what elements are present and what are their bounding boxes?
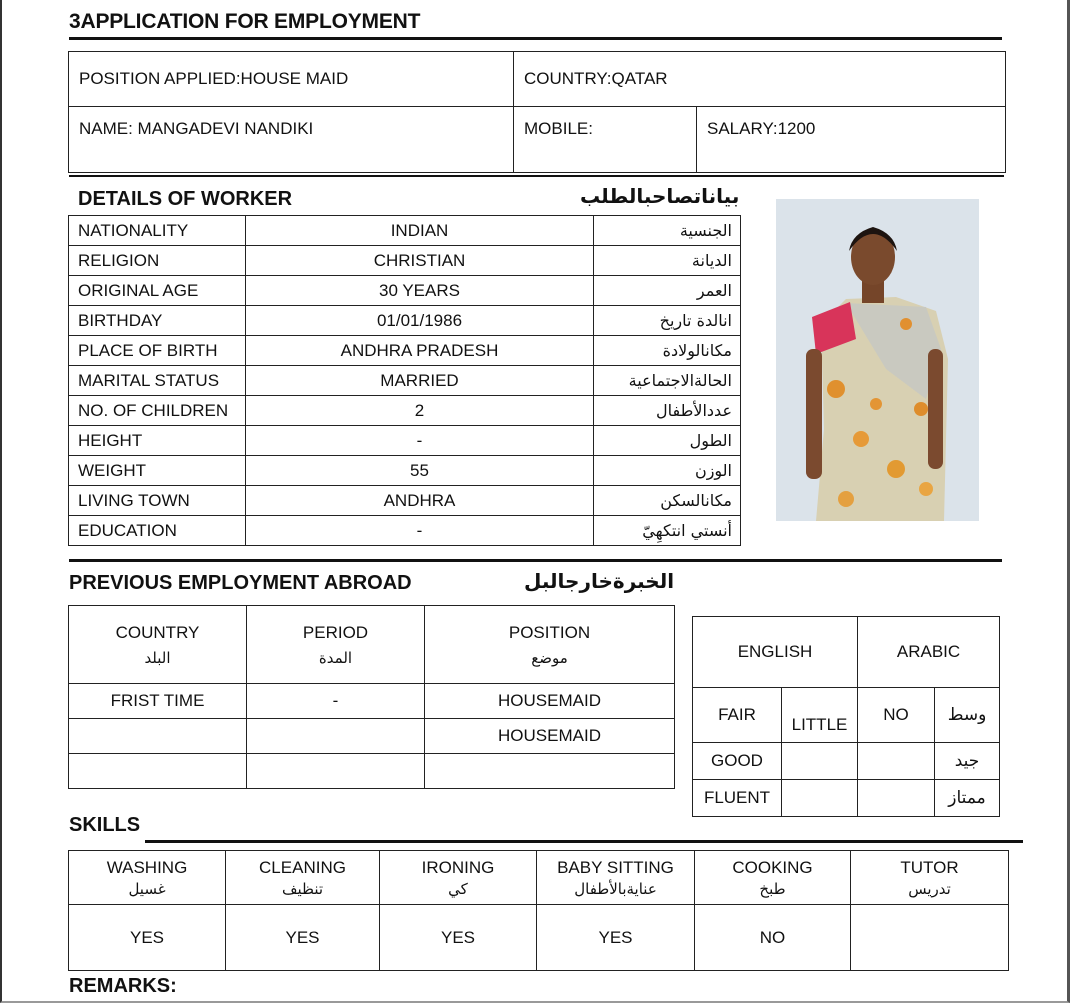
- detail-label-ar: انالدة تاريخ: [594, 306, 741, 336]
- lang-good: GOOD: [693, 743, 782, 780]
- detail-value: 55: [246, 456, 594, 486]
- remarks-label: REMARKS:: [69, 975, 177, 997]
- skill-header: COOKING طبخ: [695, 851, 851, 905]
- detail-value: 2: [246, 396, 594, 426]
- employment-cell: [69, 719, 247, 754]
- skill-header: IRONING كي: [380, 851, 537, 905]
- employment-row: [69, 684, 675, 719]
- skills-rule: [145, 840, 1023, 843]
- skill-header: CLEANING تنظيف: [226, 851, 380, 905]
- header-rule: [69, 175, 1004, 177]
- country: COUNTRY:QATAR: [514, 52, 1006, 107]
- detail-label-ar: عددالأطفال: [594, 396, 741, 426]
- detail-row: [69, 456, 741, 486]
- lang-little: LITTLE: [782, 688, 858, 743]
- salary: SALARY:1200: [697, 107, 1006, 173]
- previous-heading: PREVIOUS EMPLOYMENT ABROAD: [69, 572, 412, 594]
- skill-value: YES: [226, 905, 380, 971]
- detail-label-ar: الجنسية: [594, 216, 741, 246]
- col-country: COUNTRY البلد: [69, 606, 247, 684]
- detail-value: -: [246, 516, 594, 546]
- lang-no: NO: [858, 688, 935, 743]
- lang-good-ar: جيد: [935, 743, 1000, 780]
- employment-cell: HOUSEMAID: [425, 684, 675, 719]
- detail-row: [69, 216, 741, 246]
- detail-row: [69, 336, 741, 366]
- detail-label: EDUCATION: [69, 516, 246, 546]
- skill-header: WASHING غسيل: [69, 851, 226, 905]
- lang-fair: FAIR: [693, 688, 782, 743]
- employment-cell: [247, 754, 425, 789]
- applicant-photo-image: [776, 199, 979, 521]
- detail-label: RELIGION: [69, 246, 246, 276]
- detail-row: [69, 276, 741, 306]
- employment-cell: HOUSEMAID: [425, 719, 675, 754]
- employment-row: [69, 754, 675, 789]
- detail-value: ANDHRA: [246, 486, 594, 516]
- skill-value: NO: [695, 905, 851, 971]
- applicant-photo: [776, 199, 979, 521]
- detail-label: NATIONALITY: [69, 216, 246, 246]
- detail-value: -: [246, 426, 594, 456]
- detail-label-ar: أنستي انتكهِيّ: [594, 516, 741, 546]
- skill-value: YES: [69, 905, 226, 971]
- detail-row: [69, 246, 741, 276]
- employment-cell: [425, 754, 675, 789]
- skill-value: [851, 905, 1009, 971]
- title-rule: [69, 37, 1002, 40]
- skills-heading: SKILLS: [69, 814, 141, 836]
- details-table: [68, 215, 741, 546]
- details-heading: DETAILS OF WORKER: [78, 188, 293, 210]
- lang-fluent-ar: ممتاز: [935, 780, 1000, 817]
- detail-label: NO. OF CHILDREN: [69, 396, 246, 426]
- applicant-name: NAME: MANGADEVI NANDIKI: [69, 107, 514, 173]
- language-table: [692, 616, 1000, 817]
- detail-label: BIRTHDAY: [69, 306, 246, 336]
- details-rule: [69, 559, 1002, 562]
- lang-fluent-cell: [782, 780, 858, 817]
- previous-heading-ar: الخبرةخارجالبل: [524, 569, 675, 593]
- detail-row: [69, 486, 741, 516]
- skills-table: [68, 850, 1009, 971]
- detail-label-ar: الحالةالاجتماعية: [594, 366, 741, 396]
- lang-fluent: FLUENT: [693, 780, 782, 817]
- detail-label-ar: الوزن: [594, 456, 741, 486]
- detail-row: [69, 306, 741, 336]
- mobile: MOBILE:: [514, 107, 697, 173]
- details-heading-ar: بياناتصاحبالطلب: [580, 184, 740, 208]
- detail-label-ar: الطول: [594, 426, 741, 456]
- detail-label-ar: العمر: [594, 276, 741, 306]
- employment-cell: [69, 754, 247, 789]
- lang-fair-ar: وسط: [935, 688, 1000, 743]
- previous-table: [68, 605, 675, 789]
- position-applied: POSITION APPLIED:HOUSE MAID: [69, 52, 514, 107]
- skill-value: YES: [380, 905, 537, 971]
- detail-label: ORIGINAL AGE: [69, 276, 246, 306]
- detail-label-ar: مكانالولادة: [594, 336, 741, 366]
- detail-row: [69, 426, 741, 456]
- detail-label: WEIGHT: [69, 456, 246, 486]
- detail-value: 30 YEARS: [246, 276, 594, 306]
- col-position: POSITION موضع: [425, 606, 675, 684]
- skill-value: YES: [537, 905, 695, 971]
- detail-label: LIVING TOWN: [69, 486, 246, 516]
- detail-label: MARITAL STATUS: [69, 366, 246, 396]
- employment-cell: FRIST TIME: [69, 684, 247, 719]
- employment-cell: -: [247, 684, 425, 719]
- skill-header: TUTOR تدريس: [851, 851, 1009, 905]
- lang-fluent-cell2: [858, 780, 935, 817]
- lang-english: ENGLISH: [693, 617, 858, 688]
- employment-cell: [247, 719, 425, 754]
- detail-value: MARRIED: [246, 366, 594, 396]
- page-title: 3APPLICATION FOR EMPLOYMENT: [69, 10, 421, 33]
- detail-label-ar: الديانة: [594, 246, 741, 276]
- detail-value: CHRISTIAN: [246, 246, 594, 276]
- detail-row: [69, 366, 741, 396]
- header-table: [68, 51, 1006, 173]
- employment-row: [69, 719, 675, 754]
- col-period: PERIOD المدة: [247, 606, 425, 684]
- lang-arabic: ARABIC: [858, 617, 1000, 688]
- skill-header: BABY SITTING عنايةبالأطفال: [537, 851, 695, 905]
- detail-value: INDIAN: [246, 216, 594, 246]
- detail-label: PLACE OF BIRTH: [69, 336, 246, 366]
- detail-label: HEIGHT: [69, 426, 246, 456]
- detail-row: [69, 396, 741, 426]
- lang-good-cell2: [858, 743, 935, 780]
- detail-label-ar: مكانالسكن: [594, 486, 741, 516]
- detail-value: 01/01/1986: [246, 306, 594, 336]
- lang-good-cell: [782, 743, 858, 780]
- detail-value: ANDHRA PRADESH: [246, 336, 594, 366]
- detail-row: [69, 516, 741, 546]
